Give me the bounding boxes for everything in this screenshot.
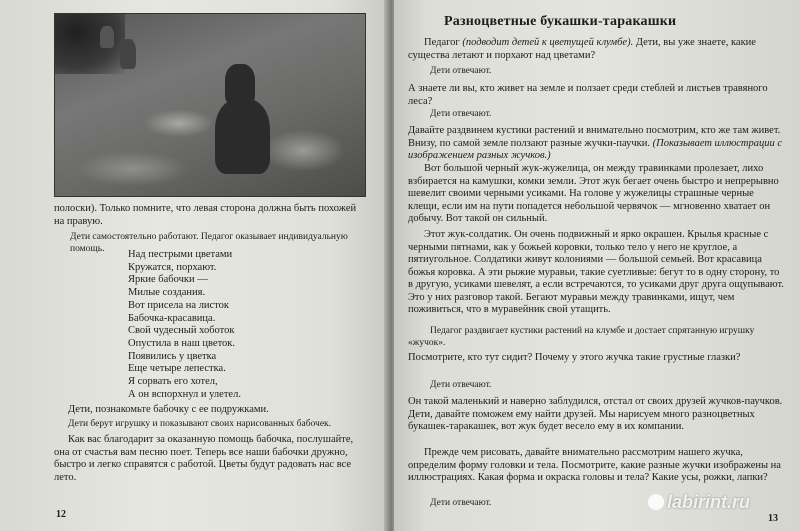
site-watermark xyxy=(648,492,750,513)
poem-line: Бабочка-красавица. xyxy=(128,312,216,324)
paragraph: Вот большой черный жук-жужелица, он между травинками пролезает, лихо взбирается на камушки, комки земли. Этот жук бегает очень быстро и непрерывно шевелит своими черными усиками. На голове у жужелицы страшные черные клещи, если им на пути попадется небольшой червячок — мгновенно хватает он добычу. Вот такой он сильный. xyxy=(408,163,779,224)
watermark-text: labirint.ru xyxy=(667,492,751,512)
poem-line: Опустила в наш цветок. xyxy=(128,337,236,349)
left-page xyxy=(0,0,388,531)
photo-child-figure xyxy=(225,64,255,104)
photo-tree-shadow xyxy=(55,14,125,74)
stage-direction: Дети отвечают. xyxy=(430,498,492,508)
paragraph: Прежде чем рисовать, давайте внимательно рассмотрим нашего жучка, определим форму головки и тела. Посмотрите, какие разные жучки изображены на иллюстрациях. Какая форма и окраска головы и тела? Какие усы, рожки, лапки? xyxy=(408,447,781,483)
stage-direction: Дети берут игрушку и показывают своих нарисованных бабочек. xyxy=(68,419,332,429)
poem-line: Я сорвать его хотел, xyxy=(128,376,218,388)
poem-line: Вот присела на листок xyxy=(128,299,230,311)
stage-direction: Дети самостоятельно работают. Педагог оказывает индивидуальную помощь. xyxy=(70,232,348,254)
page-number: 12 xyxy=(56,509,66,520)
paragraph: Дети, познакомьте бабочку с ее подружками. xyxy=(68,404,269,415)
poem-line: Свой чудесный хоботок xyxy=(128,325,235,337)
poem xyxy=(128,249,241,401)
stage-direction: (подводит детей к цветущей клумбе). xyxy=(462,37,634,48)
poem-line: Милые создания. xyxy=(128,287,206,299)
poem-line: А он вспорхнул и улетел. xyxy=(128,388,241,400)
stage-direction: (Показывает иллюстрации с изображением разных жучков.) xyxy=(408,137,783,161)
paragraph: Он такой маленький и наверно заблудился, отстал от своих друзей жучков-паучков. Дети, давайте поможем ему найти друзей. Мы нарисуем много разноцветных букашек-таракашек, вот жук будет весело ему в их компании. xyxy=(408,396,783,432)
speech: Давайте раздвинем кустики растений и внимательно посмотрим, кто же там живет. Внизу, по самой земле ползают разные жучки-паучки. xyxy=(408,125,781,149)
stage-direction: Дети отвечают. xyxy=(430,109,492,119)
paragraph xyxy=(408,125,784,163)
speech: Дети, вы уже знаете, какие существа летают и порхают над цветами? xyxy=(408,37,756,61)
page-number: 13 xyxy=(768,513,778,524)
paragraph: полоски). Только помните, что левая сторона должна быть похожей на правую. xyxy=(54,203,357,227)
poem-line: Яркие бабочки — xyxy=(128,274,208,286)
stage-direction: Дети отвечают. xyxy=(430,380,492,390)
stage-direction: Педагог раздвигает кустики растений на клумбе и достает спрятанную игрушку «жучок». xyxy=(408,326,755,348)
page-title: Разноцветные букашки-таракашки xyxy=(444,14,677,29)
poem-line: Над пестрыми цветами xyxy=(128,249,233,260)
poem-line: Появились у цветка xyxy=(128,350,217,362)
paragraph: Как вас благодарит за оказанную помощь бабочка, послушайте, она от счастья вам песню поет. Теперь все наши бабочки дружно, быстро и легко справятся с работой. Цветы будут радовать нас все лето. xyxy=(54,434,354,483)
poem-line: Еще четыре лепестка. xyxy=(128,363,226,375)
photo-child-figure xyxy=(100,26,114,48)
children-drawing-photo xyxy=(54,13,366,197)
poem-line: Кружатся, порхают. xyxy=(128,261,217,273)
paragraph: Посмотрите, кто тут сидит? Почему у этого жучка такие грустные глазки? xyxy=(408,352,741,363)
photo-child-figure xyxy=(120,39,136,69)
stage-direction: Дети отвечают. xyxy=(430,66,492,76)
photo-child-figure xyxy=(215,99,270,174)
paragraph: А знаете ли вы, кто живет на земле и ползает среди стеблей и листьев травяного леса? xyxy=(408,83,768,107)
paragraph xyxy=(408,37,784,62)
watermark-logo-icon xyxy=(648,494,664,510)
paragraph: Этот жук-солдатик. Он очень подвижный и ярко окрашен. Крылья красные с черными пятнами, как у божьей коровки, только тело у него не круглое, а пятиугольное. Солдатики живут колониями — большой семьей. Вот красавица божья коровка. А эти рыжие муравьи, такие суетливые: бегут то в одну сторону, то в другую, усиками шевелят, а если встречаются, то усиками друг друга ощупывают. Это у них разговор такой. Бегают муравьи между травинками, ищут, чем поживиться, что в муравейник свой утащить. xyxy=(408,229,784,315)
speaker: Педагог xyxy=(424,37,460,48)
